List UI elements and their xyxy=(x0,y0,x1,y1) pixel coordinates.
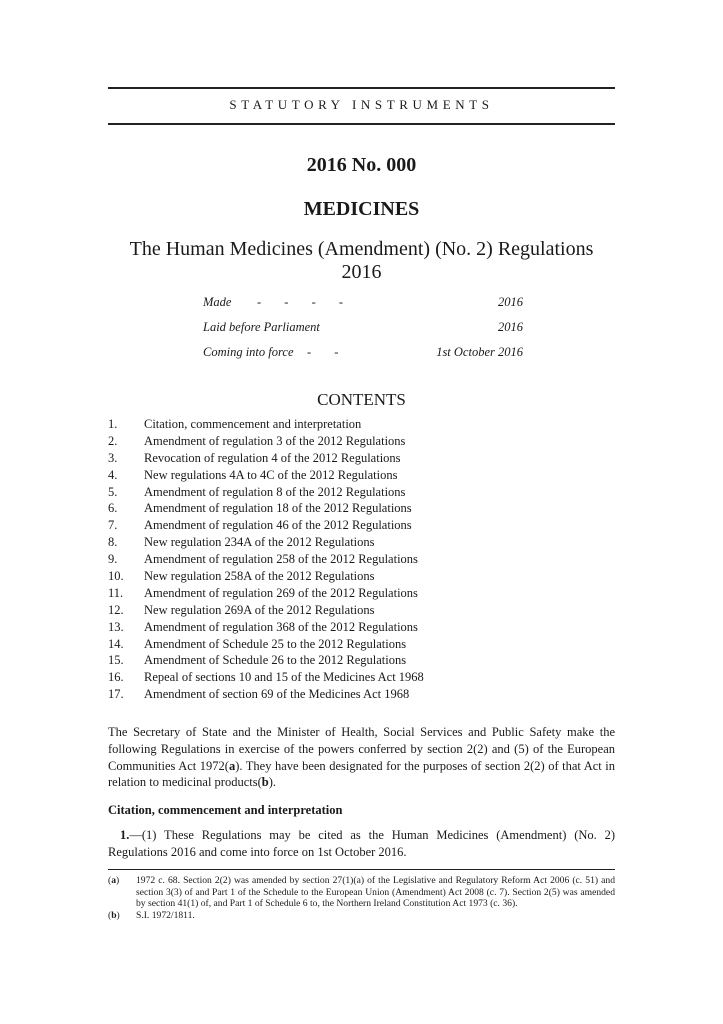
date-row-laid xyxy=(203,320,523,345)
contents-item-text: Amendment of regulation 46 of the 2012 Regulations xyxy=(144,518,412,533)
contents-item-text: New regulation 258A of the 2012 Regulations xyxy=(144,569,375,584)
contents-item-text: New regulations 4A to 4C of the 2012 Regulations xyxy=(144,467,398,482)
contents-item-number: 8. xyxy=(108,535,118,550)
contents-item[interactable] xyxy=(108,416,615,433)
date-value: 1st October 2016 xyxy=(436,345,523,359)
contents-item-text: Revocation of regulation 4 of the 2012 Regulations xyxy=(144,450,401,465)
date-dashes: - - xyxy=(307,345,349,359)
footnote-text: S.I. 1972/1811. xyxy=(136,909,195,921)
footnote-text: 1972 c. 68. Section 2(2) was amended by section 27(1)(a) of the Legislative and Regulatory Reform Act 2006 (c. 51) and section 3(3) of and Part 1 of the Schedule to the European Union (Amendment) Act 2008 (c. 7). Section 2(5) was amended by section 41(1) of, and Part 1 of Schedule 6 to, the Northern Ireland Constitution Act 1973 (c. 36). xyxy=(136,875,615,909)
date-value: 2016 xyxy=(498,320,523,334)
contents-item-text: New regulation 269A of the 2012 Regulations xyxy=(144,602,375,617)
contents-item-number: 5. xyxy=(108,484,118,499)
contents-item-text: Amendment of Schedule 25 to the 2012 Regulations xyxy=(144,636,407,651)
footnote-ref-b[interactable]: b xyxy=(261,775,269,790)
date-label: Coming into force xyxy=(203,345,294,359)
series-bottom-rule xyxy=(108,123,615,125)
contents-item-number: 3. xyxy=(108,450,118,465)
contents-item-text: Amendment of regulation 368 of the 2012 Regulations xyxy=(144,619,418,634)
footnote-marker: (b) xyxy=(108,909,120,921)
contents-item-text: Amendment of regulation 3 of the 2012 Regulations xyxy=(144,433,406,448)
contents-item-text: Amendment of Schedule 26 to the 2012 Regulations xyxy=(144,653,407,668)
contents-item-text: Amendment of regulation 258 of the 2012 Regulations xyxy=(144,552,418,567)
date-value: 2016 xyxy=(498,295,523,309)
subject-heading: MEDICINES xyxy=(303,198,420,220)
contents-item[interactable] xyxy=(108,467,615,484)
contents-item[interactable] xyxy=(108,585,615,602)
contents-item-number: 14. xyxy=(108,636,124,651)
contents-item-number: 13. xyxy=(108,619,124,634)
date-row-made xyxy=(203,295,523,320)
contents-item[interactable] xyxy=(108,484,615,501)
contents-item-number: 11. xyxy=(108,585,124,600)
instrument-number: 2016 No. 000 xyxy=(306,154,417,176)
contents-item[interactable] xyxy=(108,568,615,585)
preamble-text: ). xyxy=(268,775,277,790)
dates-block xyxy=(203,295,523,370)
contents-item[interactable] xyxy=(108,652,615,669)
footnote-separator xyxy=(108,869,615,870)
contents-item-text: Citation, commencement and interpretation xyxy=(144,417,362,431)
contents-item-number: 9. xyxy=(108,552,118,567)
regulation-1-paragraph xyxy=(108,827,615,861)
top-rule xyxy=(108,87,615,89)
contents-list xyxy=(108,416,615,703)
date-label: Laid before Parliament xyxy=(203,320,320,334)
contents-item-text: New regulation 234A of the 2012 Regulations xyxy=(144,535,375,550)
contents-item[interactable] xyxy=(108,500,615,517)
contents-item[interactable] xyxy=(108,517,615,534)
contents-item[interactable] xyxy=(108,686,615,703)
contents-item[interactable] xyxy=(108,450,615,467)
contents-item-number: 4. xyxy=(108,467,118,482)
contents-item-text: Amendment of section 69 of the Medicines Act 1968 xyxy=(144,687,410,702)
contents-heading: CONTENTS xyxy=(317,390,406,409)
contents-item[interactable] xyxy=(108,619,615,636)
contents-item-number: 16. xyxy=(108,670,124,685)
preamble-text: The Secretary of State and the Minister of Health, Social Services and Public Safety make the following Regulations in exercise of the powers conferred by section 2(2) and (5) of the European Communities Act 1972( xyxy=(108,725,615,773)
series-heading: STATUTORY INSTRUMENTS xyxy=(229,97,494,112)
enacting-preamble xyxy=(108,724,615,791)
contents-item[interactable] xyxy=(108,433,615,450)
contents-item-number: 12. xyxy=(108,602,124,617)
date-dashes: - - - - xyxy=(257,295,354,309)
contents-item-number: 2. xyxy=(108,433,118,448)
contents-item-text: Amendment of regulation 8 of the 2012 Regulations xyxy=(144,484,406,499)
footnotes xyxy=(108,875,615,921)
footnote-ref-a[interactable]: a xyxy=(228,758,236,773)
footnote-a xyxy=(108,875,615,910)
contents-item-number: 17. xyxy=(108,687,124,702)
contents-item[interactable] xyxy=(108,534,615,551)
regulation-number: 1. xyxy=(120,828,130,842)
contents-item-text: Amendment of regulation 269 of the 2012 Regulations xyxy=(144,585,418,600)
contents-item[interactable] xyxy=(108,602,615,619)
contents-item-number: 6. xyxy=(108,501,118,516)
footnote-marker: (a) xyxy=(108,875,120,886)
contents-item[interactable] xyxy=(108,669,615,686)
footnote-b xyxy=(108,910,615,922)
contents-item-number: 7. xyxy=(108,518,118,533)
preamble-text: ). They have been designated for the purposes of section 2(2) of that Act in relation to medicinal products( xyxy=(108,758,616,790)
contents-item[interactable] xyxy=(108,551,615,568)
date-label: Made xyxy=(203,295,232,309)
date-row-coming-into-force xyxy=(203,345,523,370)
section-heading: Citation, commencement and interpretation xyxy=(108,803,343,817)
contents-item-text: Amendment of regulation 18 of the 2012 Regulations xyxy=(144,501,412,516)
regulation-text: —(1) These Regulations may be cited as the Human Medicines (Amendment) (No. 2) Regulations 2016 and come into force on 1st October 2016. xyxy=(108,828,615,859)
contents-item-number: 1. xyxy=(108,417,118,431)
contents-item-number: 10. xyxy=(108,569,124,584)
document-title: The Human Medicines (Amendment) (No. 2) Regulations 2016 xyxy=(129,238,594,283)
contents-item-number: 15. xyxy=(108,653,124,668)
contents-item-text: Repeal of sections 10 and 15 of the Medicines Act 1968 xyxy=(144,670,424,685)
contents-item[interactable] xyxy=(108,636,615,653)
